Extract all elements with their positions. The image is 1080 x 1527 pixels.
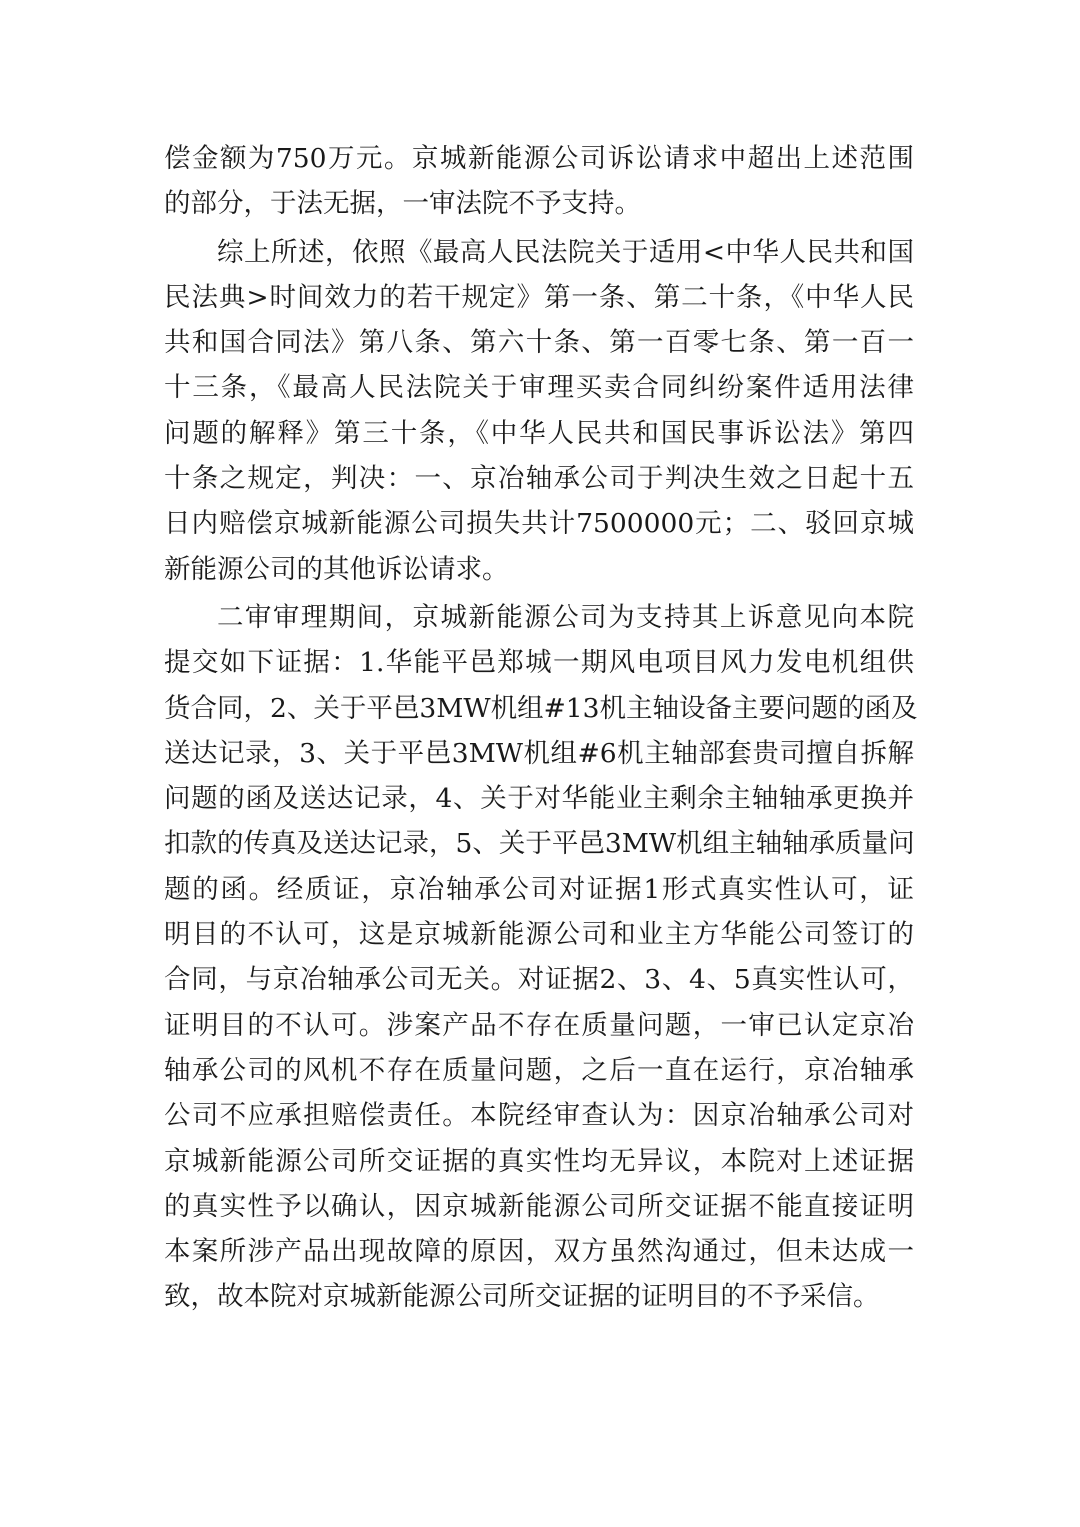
paragraph-3-line-2: 提交如下证据：1.华能平邑郑城一期风电项目风力发电机组供 bbox=[164, 647, 914, 679]
paragraph-1-line-1: 偿金额为750万元。京城新能源公司诉讼请求中超出上述范围 bbox=[164, 143, 914, 174]
paragraph-2-line-2: 民法典>时间效力的若干规定》第一条、第二十条，《中华人民 bbox=[164, 281, 914, 313]
document-body bbox=[164, 136, 918, 1320]
paragraph-3-line-13: 京城新能源公司所交证据的真实性均无异议，本院对上述证据 bbox=[164, 1145, 914, 1177]
paragraph-3-line-10: 证明目的不认可。涉案产品不存在质量问题，一审已认定京冶 bbox=[164, 1009, 914, 1041]
paragraph-2-line-6: 十条之规定，判决：一、京冶轴承公司于判决生效之日起十五 bbox=[164, 463, 914, 495]
paragraph-2-line-4: 十三条，《最高人民法院关于审理买卖合同纠纷案件适用法律 bbox=[164, 372, 914, 404]
paragraph-3-line-3: 货合同，2、关于平邑3MW机组#13机主轴设备主要问题的函及 bbox=[164, 692, 918, 724]
paragraph-3-line-4: 送达记录，3、关于平邑3MW机组#6机主轴部套贵司擅自拆解 bbox=[164, 737, 914, 769]
paragraph-3-line-11: 轴承公司的风机不存在质量问题，之后一直在运行，京冶轴承 bbox=[164, 1054, 914, 1086]
paragraph-3-line-14: 的真实性予以确认，因京城新能源公司所交证据不能直接证明 bbox=[164, 1190, 914, 1222]
paragraph-2-line-8: 新能源公司的其他诉讼请求。 bbox=[164, 553, 509, 585]
paragraph-3-line-7: 题的函。经质证，京冶轴承公司对证据1形式真实性认可，证 bbox=[164, 873, 914, 905]
paragraph-3-line-9: 合同，与京冶轴承公司无关。对证据2、3、4、5真实性认可， bbox=[164, 964, 914, 996]
paragraph-3-line-1: 二审审理期间，京城新能源公司为支持其上诉意见向本院 bbox=[217, 601, 914, 633]
paragraph-3-line-12: 公司不应承担赔偿责任。本院经审查认为：因京冶轴承公司对 bbox=[164, 1100, 914, 1132]
paragraph-3-line-8: 明目的不认可，这是京城新能源公司和业主方华能公司签订的 bbox=[164, 919, 914, 951]
paragraph-2-line-7: 日内赔偿京城新能源公司损失共计7500000元；二、驳回京城 bbox=[164, 508, 914, 540]
paragraph-2-line-5: 问题的解释》第三十条，《中华人民共和国民事诉讼法》第四 bbox=[164, 417, 914, 449]
paragraph-3-line-16: 致，故本院对京城新能源公司所交证据的证明目的不予采信。 bbox=[164, 1281, 880, 1313]
paragraph-3-line-15: 本案所涉产品出现故障的原因，双方虽然沟通过，但未达成一 bbox=[164, 1236, 914, 1268]
paragraph-2-line-3: 共和国合同法》第八条、第六十条、第一百零七条、第一百一 bbox=[164, 327, 914, 359]
paragraph-3-line-6: 扣款的传真及送达记录，5、关于平邑3MW机组主轴轴承质量问 bbox=[164, 828, 915, 860]
paragraph-1-line-2: 的部分，于法无据，一审法院不予支持。 bbox=[164, 188, 641, 220]
paragraph-3-line-5: 问题的函及送达记录，4、关于对华能业主剩余主轴轴承更换并 bbox=[164, 783, 914, 815]
paragraph-2-line-1: 综上所述，依照《最高人民法院关于适用<中华人民共和国 bbox=[217, 236, 914, 268]
